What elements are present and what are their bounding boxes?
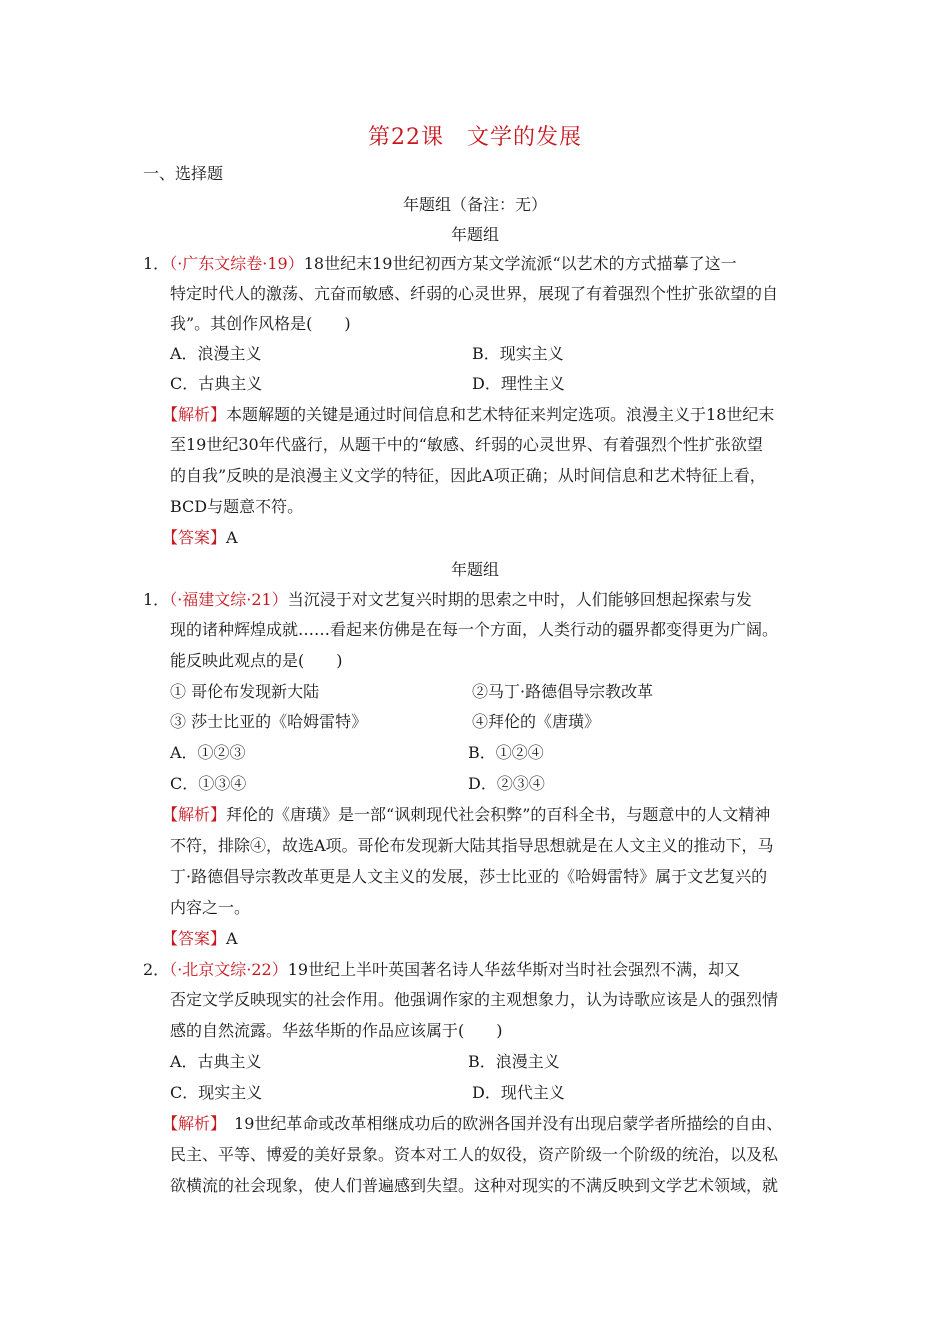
analysis-line: 丁·路德倡导宗教改革更是人文主义的发展，莎士比亚的《哈姆雷特》属于文艺复兴的 <box>170 867 768 886</box>
option-b: B．现实主义 <box>472 344 564 363</box>
question-stem-line: 现的诸种辉煌成就……看起来仿佛是在每一个方面，人类行动的疆界都变得更为广阔。 <box>170 620 779 639</box>
item-3: ③ 莎士比亚的《哈姆雷特》 <box>170 712 368 731</box>
question-source: （·广东文综卷·19） <box>169 254 304 273</box>
option-b: B．浪漫主义 <box>468 1052 560 1071</box>
analysis-tag: 【解析】 <box>162 805 227 824</box>
analysis-line: 欲横流的社会现象，使人们普遍感到失望。这种对现实的不满反映到文学艺术领域，就 <box>170 1176 779 1195</box>
answer-value: A <box>226 929 238 948</box>
section-heading: 一、选择题 <box>143 164 224 183</box>
analysis-line: 本题解题的关键是通过时间信息和艺术特征来判定选项。浪漫主义于18世纪末 <box>226 405 775 424</box>
analysis-line: 不符，排除④，故选A项。哥伦布发现新大陆其指导思想就是在人文主义的推动下，马 <box>170 836 774 855</box>
option-a: A．古典主义 <box>170 1052 262 1071</box>
question-stem-line: 19世纪上半叶英国著名诗人华兹华斯对当时社会强烈不满，却又 <box>287 960 741 979</box>
question-number: 1． <box>143 254 170 273</box>
question-number: 2． <box>143 960 170 979</box>
analysis-line: 民主、平等、博爱的美好景象。资本对工人的奴役，资产阶级一个阶级的统治，以及私 <box>170 1145 779 1164</box>
question-1 <box>143 254 737 274</box>
analysis-line: 19世纪革命或改革相继成功后的欧洲各国并没有出现启蒙学者所描绘的自由、 <box>218 1114 783 1133</box>
option-d: D．②③④ <box>468 774 545 793</box>
option-d: D．现代主义 <box>472 1083 565 1102</box>
item-2: ②马丁·路德倡导宗教改革 <box>472 682 654 701</box>
question-source: （·福建文综·21） <box>169 590 288 609</box>
analysis-line: 内容之一。 <box>170 898 251 917</box>
option-a: A．①②③ <box>170 743 246 762</box>
group-heading: 年题组 <box>450 225 499 244</box>
page-title: 第22课 文学的发展 <box>368 125 582 150</box>
analysis <box>162 805 770 825</box>
question-source: （·北京文综·22） <box>169 960 288 979</box>
group-heading: 年题组 <box>450 560 499 579</box>
analysis-tag: 【解析】 <box>162 1114 219 1133</box>
question-2 <box>143 960 740 980</box>
answer <box>162 528 238 548</box>
group-note: 年题组（备注：无） <box>402 195 547 214</box>
analysis-line: 的自我”反映的是浪漫主义文学的特征，因此A项正确；从时间信息和艺术特征上看， <box>170 466 766 485</box>
option-d: D．理性主义 <box>472 374 565 393</box>
answer <box>162 929 238 949</box>
option-a: A．浪漫主义 <box>170 344 262 363</box>
option-c: C．现实主义 <box>170 1083 263 1102</box>
answer-tag: 【答案】 <box>162 528 227 547</box>
question-number: 1． <box>143 590 170 609</box>
analysis <box>162 405 774 425</box>
item-1: ① 哥伦布发现新大陆 <box>170 682 320 701</box>
question-stem-line: 能反映此观点的是( ) <box>170 651 343 670</box>
question-1 <box>143 590 752 610</box>
question-stem-line: 18世纪末19世纪初西方某文学流派“以艺术的方式描摹了这一 <box>303 254 737 273</box>
question-stem-line: 特定时代人的激荡、亢奋而敏感、纤弱的心灵世界，展现了有着强烈个性扩张欲望的自 <box>170 284 779 303</box>
question-stem-line: 感的自然流露。华兹华斯的作品应该属于( ) <box>170 1021 503 1040</box>
question-stem-line: 当沉浸于对文艺复兴时期的思索之中时，人们能够回想起探索与发 <box>287 590 752 609</box>
question-stem-line: 否定文学反映现实的社会作用。他强调作家的主观想象力，认为诗歌应该是人的强烈情 <box>170 990 779 1009</box>
analysis <box>162 1114 782 1134</box>
analysis-line: 拜伦的《唐璜》是一部“讽刺现代社会积弊”的百科全书，与题意中的人文精神 <box>226 805 771 824</box>
option-b: B．①②④ <box>468 743 544 762</box>
analysis-line: BCD与题意不符。 <box>170 497 304 516</box>
answer-tag: 【答案】 <box>162 929 227 948</box>
answer-value: A <box>226 528 238 547</box>
analysis-tag: 【解析】 <box>162 405 227 424</box>
option-c: C．①③④ <box>170 774 247 793</box>
question-stem-line: 我”。其创作风格是( ) <box>170 314 351 333</box>
analysis-line: 至19世纪30年代盛行，从题干中的“敏感、纤弱的心灵世界、有着强烈个性扩张欲望 <box>170 435 763 454</box>
item-4: ④拜伦的《唐璜》 <box>472 712 601 731</box>
option-c: C．古典主义 <box>170 374 263 393</box>
